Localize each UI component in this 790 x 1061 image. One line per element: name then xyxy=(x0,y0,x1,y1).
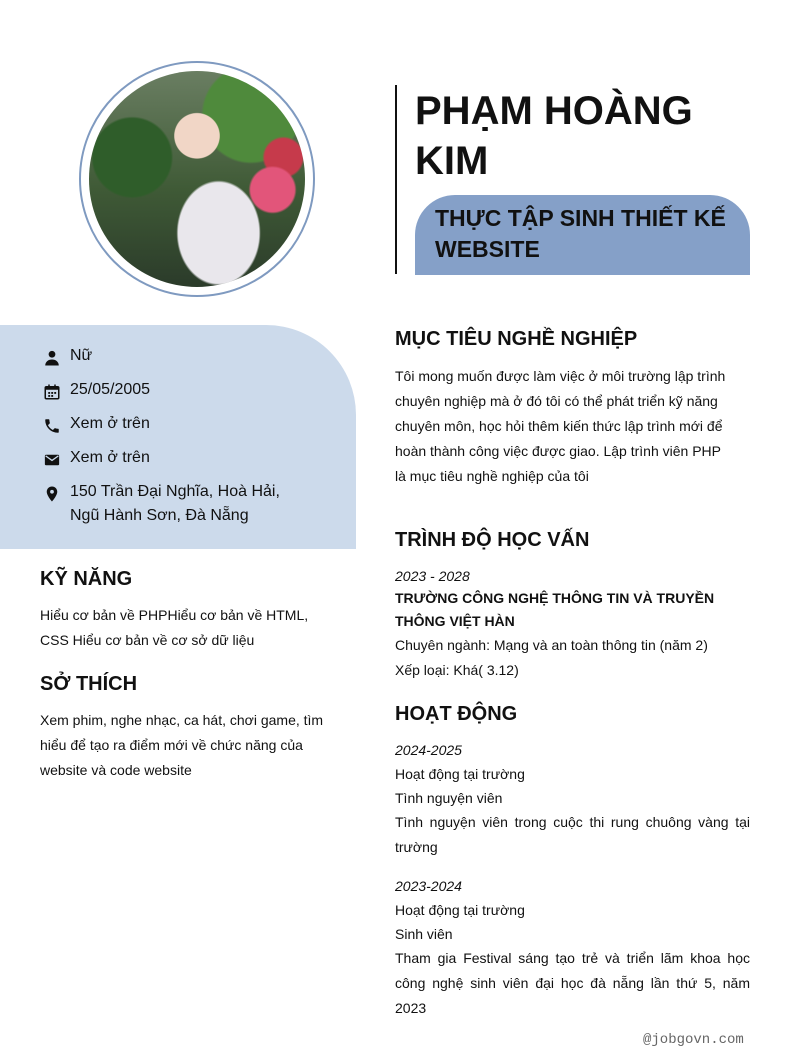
address-line-1: 150 Trần Đại Nghĩa, Hoà Hải, xyxy=(70,483,280,500)
candidate-name: PHẠM HOÀNG KIM xyxy=(415,89,693,183)
activity-role: Sinh viên xyxy=(395,926,453,942)
mail-icon xyxy=(40,446,70,470)
activity-item xyxy=(395,874,750,1021)
hobbies-text: Xem phim, nghe nhạc, ca hát, chơi game, tìm hiểu để tạo ra điểm mới về chức năng của website và code website xyxy=(40,712,324,778)
gender-value: Nữ xyxy=(70,347,93,364)
activity-role: Tình nguyện viên xyxy=(395,790,503,806)
phone-icon xyxy=(40,412,70,436)
education-major: Chuyên ngành: Mạng và an toàn thông tin (năm 2) xyxy=(395,637,708,653)
contact-email xyxy=(40,446,340,470)
objective-text: Tôi mong muốn được làm việc ở môi trường lập trình chuyên nghiệp mà ở đó tôi có thể phát triển kỹ năng chuyên môn, học hỏi thêm kiến thức lập trình mới để hoàn thành công việc được giao. Lập trình viên PHP là mục tiêu nghề nghiệp của tôi xyxy=(395,368,726,484)
contact-birthday xyxy=(40,378,340,402)
education-grade: Xếp loại: Khá( 3.12) xyxy=(395,662,519,678)
activity-item xyxy=(395,738,750,860)
skills-line-1: Hiểu cơ bản về PHPHiểu cơ bản về HTML, xyxy=(40,607,309,623)
education-period: 2023 - 2028 xyxy=(395,568,470,584)
address-value xyxy=(70,480,280,528)
activity-org: Hoạt động tại trường xyxy=(395,766,525,782)
phone-value: Xem ở trên xyxy=(70,415,150,432)
skills-heading: KỸ NĂNG xyxy=(40,568,133,590)
contact-phone xyxy=(40,412,340,436)
hobbies-heading: SỞ THÍCH xyxy=(40,673,138,695)
calendar-icon xyxy=(40,378,70,402)
activities-heading: HOẠT ĐỘNG xyxy=(395,703,518,725)
contact-address xyxy=(40,480,340,528)
activity-period: 2023-2024 xyxy=(395,878,462,894)
email-value: Xem ở trên xyxy=(70,449,150,466)
activity-desc: Tham gia Festival sáng tạo trẻ và triển lãm khoa học công nghệ sinh viên đại học đà nẵng lần thứ 5, năm 2023 xyxy=(395,950,750,1016)
avatar xyxy=(89,71,305,287)
activity-org: Hoạt động tại trường xyxy=(395,902,525,918)
address-line-2: Ngũ Hành Sơn, Đà Nẵng xyxy=(70,507,249,524)
name-divider xyxy=(395,85,397,274)
activity-period: 2024-2025 xyxy=(395,742,462,758)
position-title: THỰC TẬP SINH THIẾT KẾ WEBSITE xyxy=(435,205,726,262)
person-icon xyxy=(40,344,70,368)
skills-line-2: CSS Hiểu cơ bản về cơ sở dữ liệu xyxy=(40,632,255,648)
location-pin-icon xyxy=(40,480,70,504)
contact-gender xyxy=(40,344,340,368)
objective-heading: MỤC TIÊU NGHỀ NGHIỆP xyxy=(395,328,638,350)
watermark: @jobgovn.com xyxy=(643,1032,744,1048)
birthday-value: 25/05/2005 xyxy=(70,381,151,398)
education-heading: TRÌNH ĐỘ HỌC VẤN xyxy=(395,529,590,551)
skills-text xyxy=(40,603,350,653)
education-school: TRƯỜNG CÔNG NGHỆ THÔNG TIN VÀ TRUYỀN THÔNG VIỆT HÀN xyxy=(395,590,715,629)
activity-desc: Tình nguyện viên trong cuộc thi rung chuông vàng tại trường xyxy=(395,814,750,855)
